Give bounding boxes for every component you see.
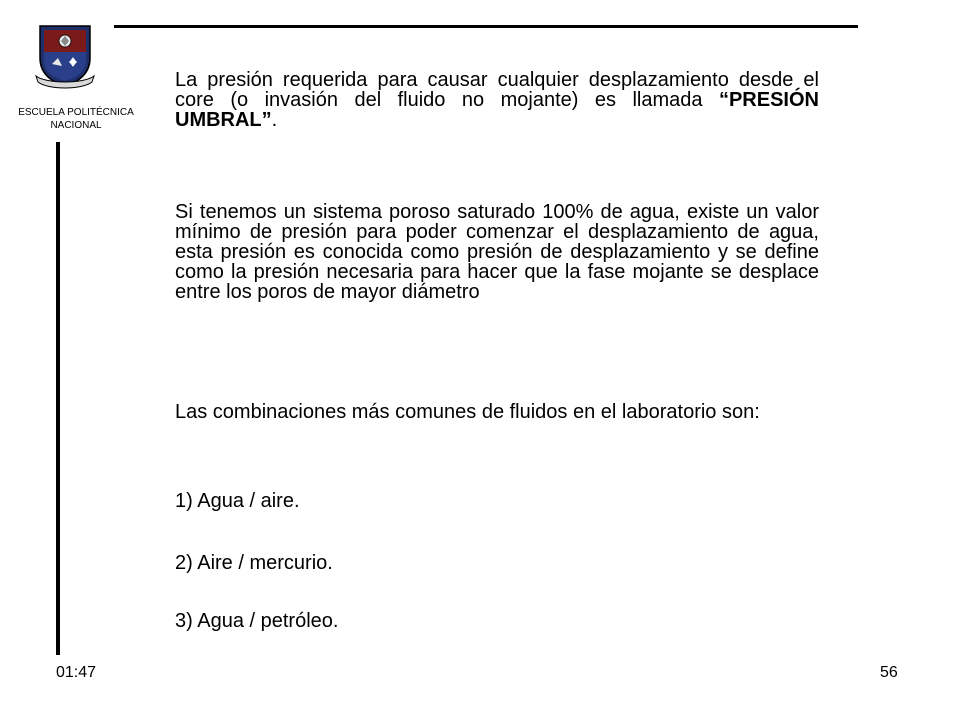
university-crest-icon — [34, 22, 96, 90]
page-number: 56 — [880, 664, 898, 681]
footer-time: 01:47 — [56, 664, 97, 681]
top-divider — [114, 25, 858, 28]
list-item: 1) Agua / aire. — [175, 490, 300, 512]
paragraph-combinaciones: Las combinaciones más comunes de fluidos en el laboratorio son: — [175, 401, 760, 423]
list-item: 3) Agua / petróleo. — [175, 610, 339, 632]
paragraph-presion-umbral — [175, 70, 819, 130]
paragraph1-text: La presión requerida para causar cualquier desplazamiento desde el core (o invasión del fluido no mojante) es llamada — [175, 69, 819, 111]
institution-line-2: NACIONAL — [50, 120, 102, 131]
list-item: 2) Aire / mercurio. — [175, 552, 333, 574]
institution-name — [4, 106, 148, 132]
paragraph1-emphasis: “PRESIÓN UMBRAL” — [175, 89, 819, 131]
institution-line-1: ESCUELA POLITÉCNICA — [18, 107, 134, 118]
paragraph-desplazamiento: Si tenemos un sistema poroso saturado 100% de agua, existe un valor mínimo de presión para poder comenzar el desplazamiento de agua, esta presión es conocida como presión de desplazamiento y se define como la presión necesaria para hacer que la fase mojante se desplace entre los poros de mayor diámetro — [175, 201, 819, 303]
paragraph1-end: . — [271, 109, 278, 131]
left-divider — [56, 142, 60, 655]
